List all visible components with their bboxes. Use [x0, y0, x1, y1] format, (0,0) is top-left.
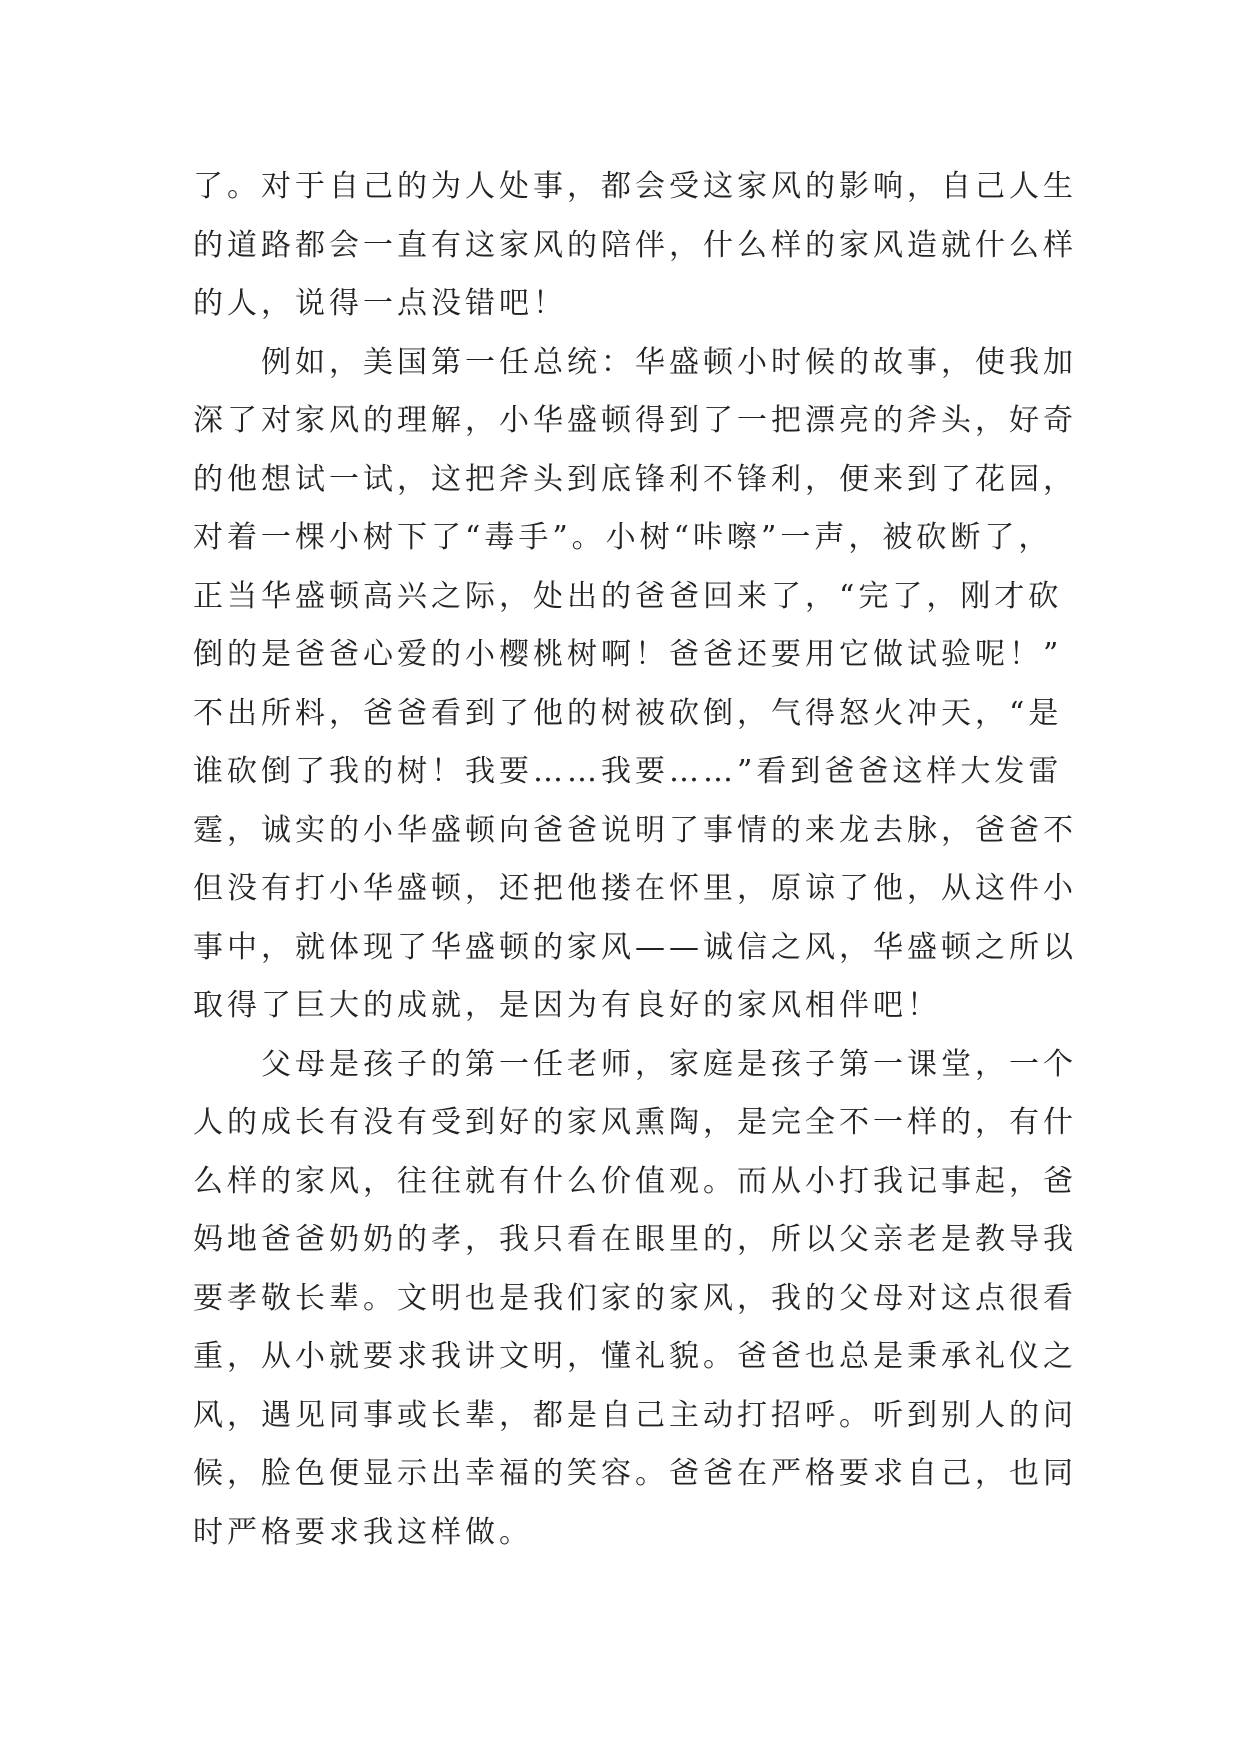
text-line: 例如，美国第一任总统：华盛顿小时候的故事，使我加	[193, 344, 1077, 380]
paragraph-2	[193, 334, 1077, 1036]
text-line: 人的成长有没有受到好的家风熏陶，是完全不一样的，有什	[193, 1105, 1077, 1140]
text-line: 不出所料，爸爸看到了他的树被砍倒，气得怒火冲天，“是	[193, 695, 1063, 731]
text-line: 的道路都会一直有这家风的陪伴，什么样的家风造就什么样	[193, 227, 1077, 263]
text-line: 事中，就体现了华盛顿的家风——诚信之风，华盛顿之所以	[193, 929, 1077, 965]
text-line: 要孝敬长辈。文明也是我们家的家风，我的父母对这点很看	[193, 1280, 1077, 1316]
text-line: 时严格要求我这样做。	[193, 1514, 533, 1550]
document-body	[193, 158, 1077, 1562]
text-line: 深了对家风的理解，小华盛顿得到了一把漂亮的斧头，好奇	[193, 403, 1077, 438]
text-line: 倒的是爸爸心爱的小樱桃树啊！爸爸还要用它做试验呢！”	[193, 637, 1063, 672]
text-line: 父母是孩子的第一任老师，家庭是孩子第一课堂，一个	[193, 1046, 1077, 1082]
text-line: 候，脸色便显示出幸福的笑容。爸爸在严格要求自己，也同	[193, 1456, 1077, 1491]
text-line: 正当华盛顿高兴之际，处出的爸爸回来了，“完了，刚才砍	[193, 578, 1063, 614]
text-line: 谁砍倒了我的树！我要……我要……”看到爸爸这样大发雷	[193, 754, 1063, 789]
paragraph-1	[193, 158, 1077, 334]
text-line: 重，从小就要求我讲文明，懂礼貌。爸爸也总是秉承礼仪之	[193, 1339, 1077, 1374]
text-line: 取得了巨大的成就，是因为有良好的家风相伴吧！	[193, 988, 941, 1023]
paragraph-3	[193, 1036, 1077, 1563]
text-line: 但没有打小华盛顿，还把他搂在怀里，原谅了他，从这件小	[193, 871, 1077, 906]
text-line: 么样的家风，往往就有什么价值观。而从小打我记事起，爸	[193, 1163, 1077, 1199]
text-line: 的他想试一试，这把斧头到底锋利不锋利，便来到了花园，	[193, 461, 1077, 497]
text-line: 风，遇见同事或长辈，都是自己主动打招呼。听到别人的问	[193, 1397, 1077, 1433]
text-line: 霆，诚实的小华盛顿向爸爸说明了事情的来龙去脉，爸爸不	[193, 812, 1077, 848]
text-line: 对着一棵小树下了“毒手”。小树“咔嚓”一声，被砍断了，	[193, 520, 1053, 555]
text-line: 的人，说得一点没错吧！	[193, 286, 567, 321]
text-line: 妈地爸爸奶奶的孝，我只看在眼里的，所以父亲老是教导我	[193, 1222, 1077, 1257]
text-line: 了。对于自己的为人处事，都会受这家风的影响，自己人生	[193, 169, 1077, 204]
